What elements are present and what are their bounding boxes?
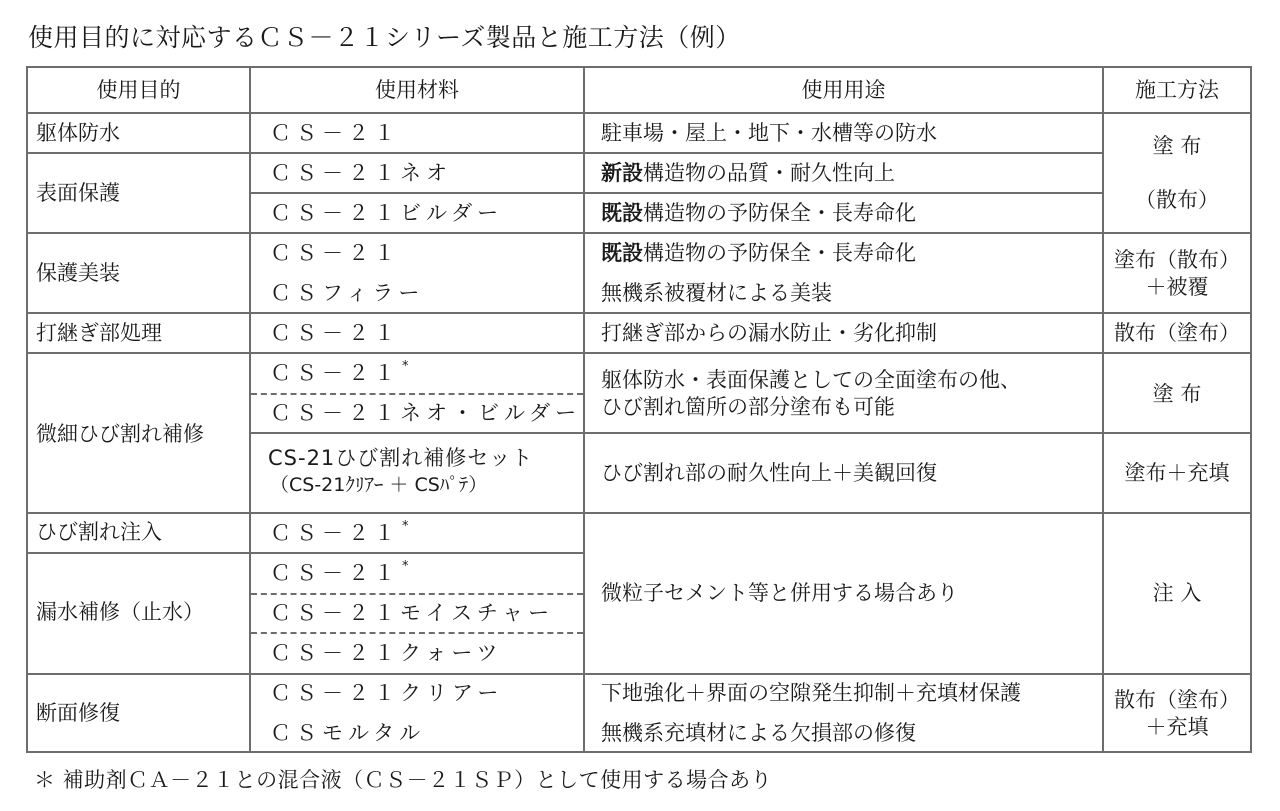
method-filling: ＋充填 xyxy=(1145,715,1209,739)
header-usage: 使用用途 xyxy=(801,78,886,102)
usage-existing-structure xyxy=(601,203,916,224)
purpose-waterproofing: 躯体防水 xyxy=(36,121,120,145)
asterisk-mark: * xyxy=(402,359,409,374)
usage-fine-cement: 微粒子セメント等と併用する場合あり xyxy=(601,581,958,605)
purpose-leak-repair: 漏水補修（止水） xyxy=(36,600,204,624)
usage-full-coating: 躯体防水・表面保護としての全面塗布の他、 xyxy=(601,368,1021,392)
page-title: 使用目的に対応するＣＳ－２１シリーズ製品と施工方法（例） xyxy=(28,23,741,52)
material-cs21-asterisk xyxy=(270,559,409,585)
method-coating-spraying: 塗布（散布） xyxy=(1114,248,1240,272)
purpose-surface-protection: 表面保護 xyxy=(36,181,120,205)
material-cs21-quartz: ＣＳ－２１クォーツ xyxy=(270,641,503,665)
material-cs21: ＣＳ－２１ xyxy=(270,121,400,145)
header-material: 使用材料 xyxy=(375,78,459,102)
usage-new-structure xyxy=(601,163,895,184)
usage-existing-structure xyxy=(601,243,916,264)
material-crack-repair-set-detail: （CS-21ｸﾘｱｰ ＋ CSﾊﾟﾃ） xyxy=(270,474,488,496)
header-method: 施工方法 xyxy=(1135,78,1219,102)
usage-crack-durability: ひび割れ部の耐久性向上＋美観回復 xyxy=(601,461,937,485)
purpose-joint-treatment: 打継ぎ部処理 xyxy=(36,321,162,345)
usage-partial-coating: ひび割れ箇所の部分塗布も可能 xyxy=(601,395,895,419)
usage-bold-existing: 既設 xyxy=(601,201,643,225)
purpose-protective-finish: 保護美装 xyxy=(36,261,120,285)
material-label: ＣＳ－２１ xyxy=(270,361,400,385)
method-spray-coat: 散布（塗布） xyxy=(1114,688,1240,712)
asterisk-mark: * xyxy=(402,559,409,574)
material-cs21-builder: ＣＳ－２１ビルダー xyxy=(270,201,504,225)
material-cs21-asterisk xyxy=(270,519,409,545)
usage-joint: 打継ぎ部からの漏水防止・劣化抑制 xyxy=(601,321,937,345)
usage-bold-new: 新設 xyxy=(601,161,643,185)
purpose-crack-injection: ひび割れ注入 xyxy=(36,520,162,544)
material-cs21-neo-builder: ＣＳ－２１ネオ・ビルダー xyxy=(270,401,582,425)
usage-text: 構造物の予防保全・長寿命化 xyxy=(643,201,916,225)
material-cs21-clear: ＣＳ－２１クリアー xyxy=(270,681,504,705)
material-cs-filler: ＣＳフィラー xyxy=(270,281,425,305)
method-coating: 塗 布 xyxy=(1152,134,1202,158)
method-spraying: （散布） xyxy=(1135,188,1219,212)
material-cs21-moisture: ＣＳ－２１モイスチャー xyxy=(270,601,555,625)
material-cs21-asterisk xyxy=(270,359,409,385)
material-crack-repair-set: CS-21ひび割れ補修セット xyxy=(268,446,534,470)
method-spray-coat: 散布（塗布） xyxy=(1114,321,1240,345)
material-cs21: ＣＳ－２１ xyxy=(270,321,400,345)
asterisk-mark: * xyxy=(402,519,409,534)
purpose-section-repair: 断面修復 xyxy=(36,701,120,725)
material-label: ＣＳ－２１ xyxy=(270,561,400,585)
method-coating-filling: 塗布＋充填 xyxy=(1124,461,1230,485)
material-cs-mortar: ＣＳモルタル xyxy=(270,721,426,745)
usage-substrate: 下地強化＋界面の空隙発生抑制＋充填材保護 xyxy=(601,681,1021,705)
material-cs21-neo: ＣＳ－２１ネオ xyxy=(270,161,452,185)
material-cs21: ＣＳ－２１ xyxy=(270,241,400,265)
usage-text: 構造物の予防保全・長寿命化 xyxy=(643,241,916,265)
usage-bold-existing: 既設 xyxy=(601,241,643,265)
method-coating: 塗 布 xyxy=(1152,382,1202,406)
method-injection: 注 入 xyxy=(1152,581,1202,605)
material-label: ＣＳ－２１ xyxy=(270,521,400,545)
usage-finish: 無機系被覆材による美装 xyxy=(601,281,832,305)
purpose-fine-crack-repair: 微細ひび割れ補修 xyxy=(36,422,204,446)
header-purpose: 使用目的 xyxy=(96,78,181,102)
usage-text: 構造物の品質・耐久性向上 xyxy=(643,161,895,185)
footnote: ＊ 補助剤ＣＡ－２１との混合液（ＣＳ－２１ＳＰ）として使用する場合あり xyxy=(34,768,773,792)
usage-defect-repair: 無機系充填材による欠損部の修復 xyxy=(601,721,916,745)
method-covering: ＋被覆 xyxy=(1145,275,1209,299)
usage-waterproofing: 駐車場・屋上・地下・水槽等の防水 xyxy=(601,121,937,145)
